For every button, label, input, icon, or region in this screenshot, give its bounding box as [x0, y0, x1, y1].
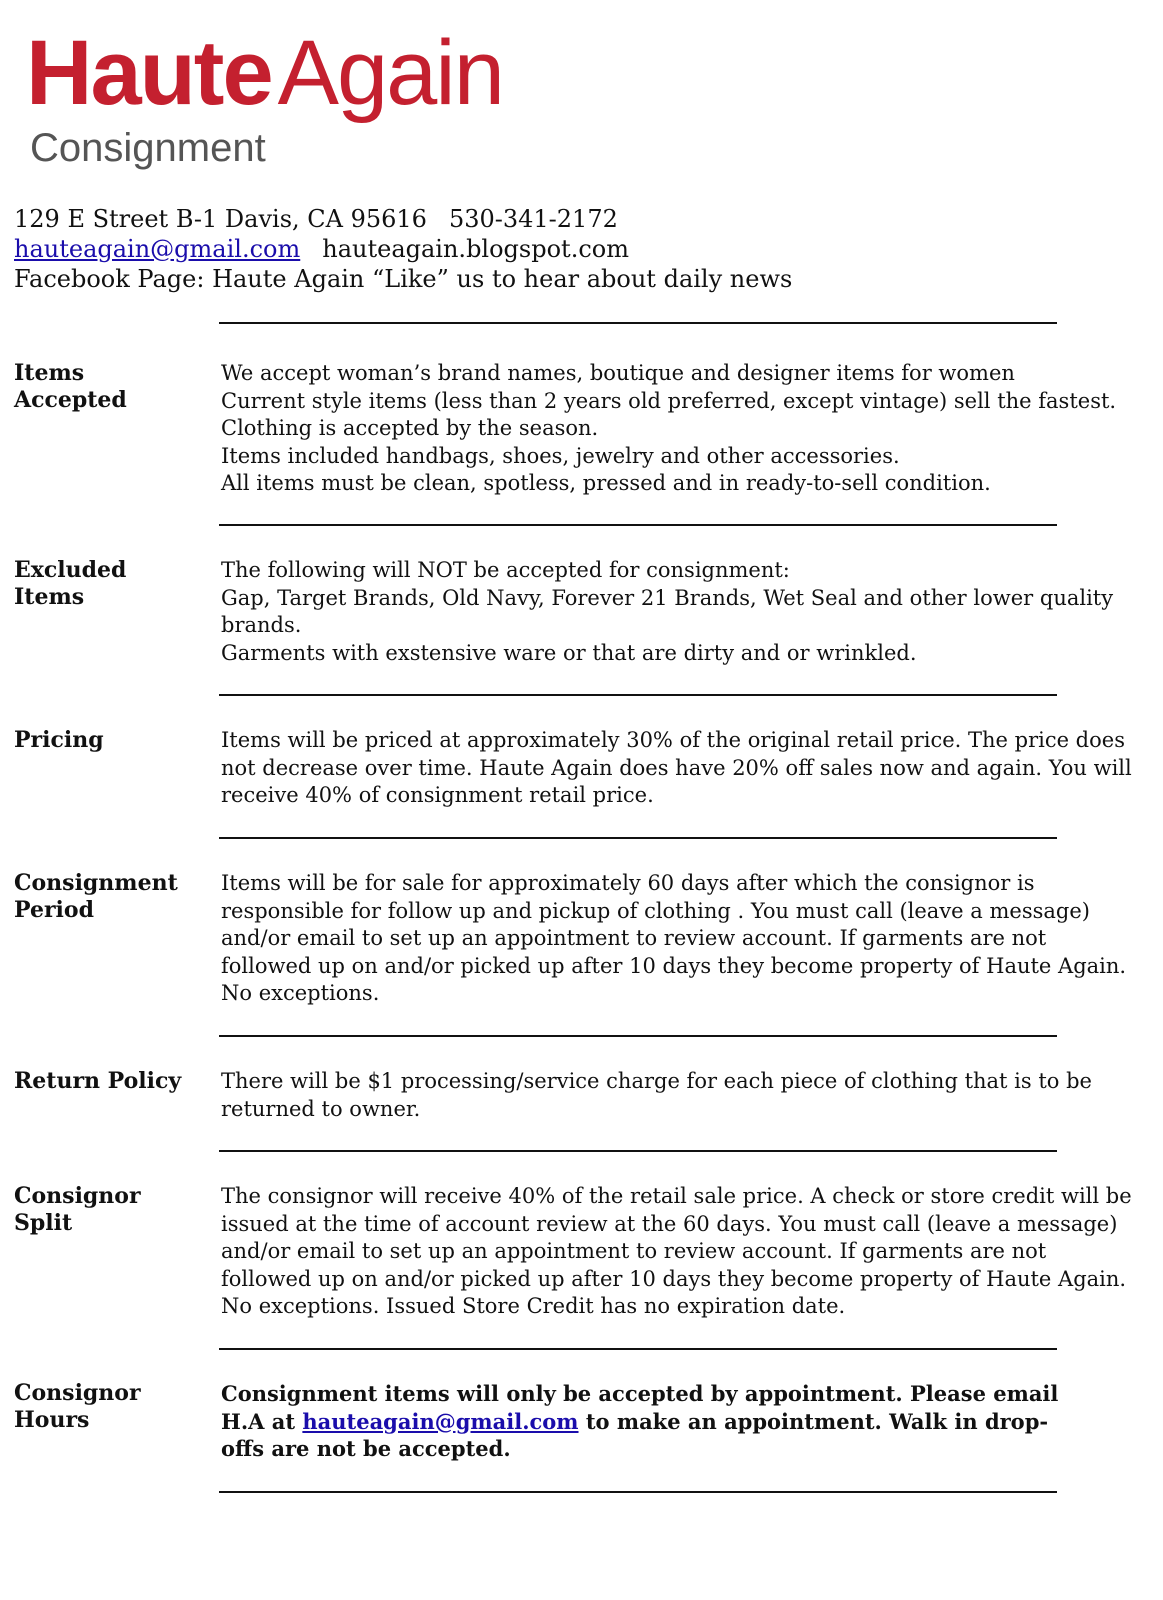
body-line: responsible for follow up and pickup of clothing . You must call (leave a message) [221, 898, 1090, 923]
body-line: There will be $1 processing/service charge for each piece of clothing that is to be [221, 1069, 1092, 1093]
body-line: Items will be priced at approximately 30% of the original retail price. The price does [221, 728, 1125, 752]
section-label [14, 870, 204, 924]
body-line [221, 1408, 1131, 1436]
body-line: The consignor will receive 40% of the retail sale price. A check or store credit will be [221, 1184, 1132, 1208]
store-phone: 530-341-2172 [448, 205, 618, 233]
section-body [221, 1068, 1131, 1123]
body-line: Items will be for sale for approximately 60 days after which the consignor is [221, 871, 1035, 895]
body-line: No exceptions. Issued Store Credit has no expiration date. [221, 1294, 846, 1318]
label-line: Split [14, 1210, 73, 1236]
email-link[interactable]: hauteagain@gmail.com [14, 235, 301, 263]
body-line: Current style items (less than 2 years old preferred, except vintage) sell the fastest. [221, 388, 1117, 413]
contact-line-web [14, 234, 1114, 264]
section-body [221, 360, 1131, 498]
body-line: issued at the time of account review at the 60 days. You must call (leave a message) [221, 1211, 1118, 1236]
body-line: The following will NOT be accepted for consignment: [221, 558, 790, 582]
body-line: We accept woman’s brand names, boutique and designer items for women [221, 361, 1015, 385]
appointment-email-link[interactable]: hauteagain@gmail.com [302, 1408, 579, 1434]
body-line: Consignment items will only be accepted by appointment. Please email [221, 1381, 1059, 1406]
divider-rule [219, 1150, 1057, 1152]
body-line: followed up on and/or picked up after 10 days they become property of Haute Again. [221, 953, 1127, 978]
divider-rule [219, 837, 1057, 839]
body-line: and/or email to set up an appointment to review account. If garments are not [221, 1239, 1047, 1263]
store-address: 129 E Street B-1 Davis, CA 95616 [14, 205, 427, 233]
divider-rule [219, 1491, 1057, 1493]
divider-rule [219, 322, 1057, 324]
body-line: Clothing is accepted by the season. [221, 416, 599, 440]
label-line: Items [14, 584, 85, 610]
contact-line-address [14, 204, 1114, 234]
label-line: Excluded [14, 557, 127, 583]
body-line: receive 40% of consignment retail price. [221, 783, 654, 807]
body-line: All items must be clean, spotless, pressed and in ready-to-sell condition. [221, 471, 991, 495]
body-line: followed up on and/or picked up after 10 days they become property of Haute Again. [221, 1266, 1127, 1291]
body-line: offs are not be accepted. [221, 1436, 511, 1461]
section-label [14, 1068, 204, 1095]
body-line: Gap, Target Brands, Old Navy, Forever 21 Brands, Wet Seal and other lower quality [221, 585, 1114, 610]
body-text: H.A at [221, 1408, 303, 1434]
label-line: Consignor [14, 1183, 141, 1209]
body-line: returned to owner. [221, 1096, 421, 1121]
divider-rule [219, 524, 1057, 526]
section-body [221, 870, 1131, 1008]
body-line: No exceptions. [221, 981, 380, 1005]
label-line: Return Policy [14, 1068, 182, 1094]
logo-word-again: Again [277, 22, 503, 124]
facebook-line: Facebook Page: Haute Again “Like” us to hear about daily news [14, 265, 793, 293]
logo-subtitle: Consignment [30, 126, 266, 170]
divider-rule [219, 694, 1057, 696]
section-body [221, 727, 1131, 810]
section-label [14, 727, 204, 754]
logo-word-haute: Haute [26, 22, 272, 124]
section-body [221, 1380, 1131, 1463]
divider-rule [219, 1035, 1057, 1037]
body-line: brands. [221, 613, 302, 637]
label-line: Items [14, 360, 85, 386]
section-label [14, 1380, 204, 1434]
label-line: Consignment [14, 870, 178, 896]
section-body [221, 1183, 1131, 1321]
body-text: to make an appointment. Walk in drop- [578, 1408, 1049, 1434]
logo-wordmark [26, 18, 503, 128]
section-label [14, 360, 204, 414]
section-label [14, 1183, 204, 1237]
label-line: Hours [14, 1407, 90, 1433]
body-line: Items included handbags, shoes, jewelry and other accessories. [221, 443, 900, 468]
store-logo [26, 18, 503, 178]
section-body [221, 557, 1131, 667]
body-line: and/or email to set up an appointment to review account. If garments are not [221, 926, 1047, 950]
contact-info [14, 204, 1114, 294]
label-line: Consignor [14, 1380, 141, 1406]
body-line: not decrease over time. Haute Again does have 20% off sales now and again. You will [221, 755, 1132, 780]
section-label [14, 557, 204, 611]
blog-address: hauteagain.blogspot.com [322, 235, 629, 263]
label-line: Pricing [14, 727, 104, 753]
label-line: Period [14, 897, 94, 923]
divider-rule [219, 1348, 1057, 1350]
body-line: Garments with exstensive ware or that are dirty and or wrinkled. [221, 640, 917, 665]
label-line: Accepted [14, 387, 127, 413]
